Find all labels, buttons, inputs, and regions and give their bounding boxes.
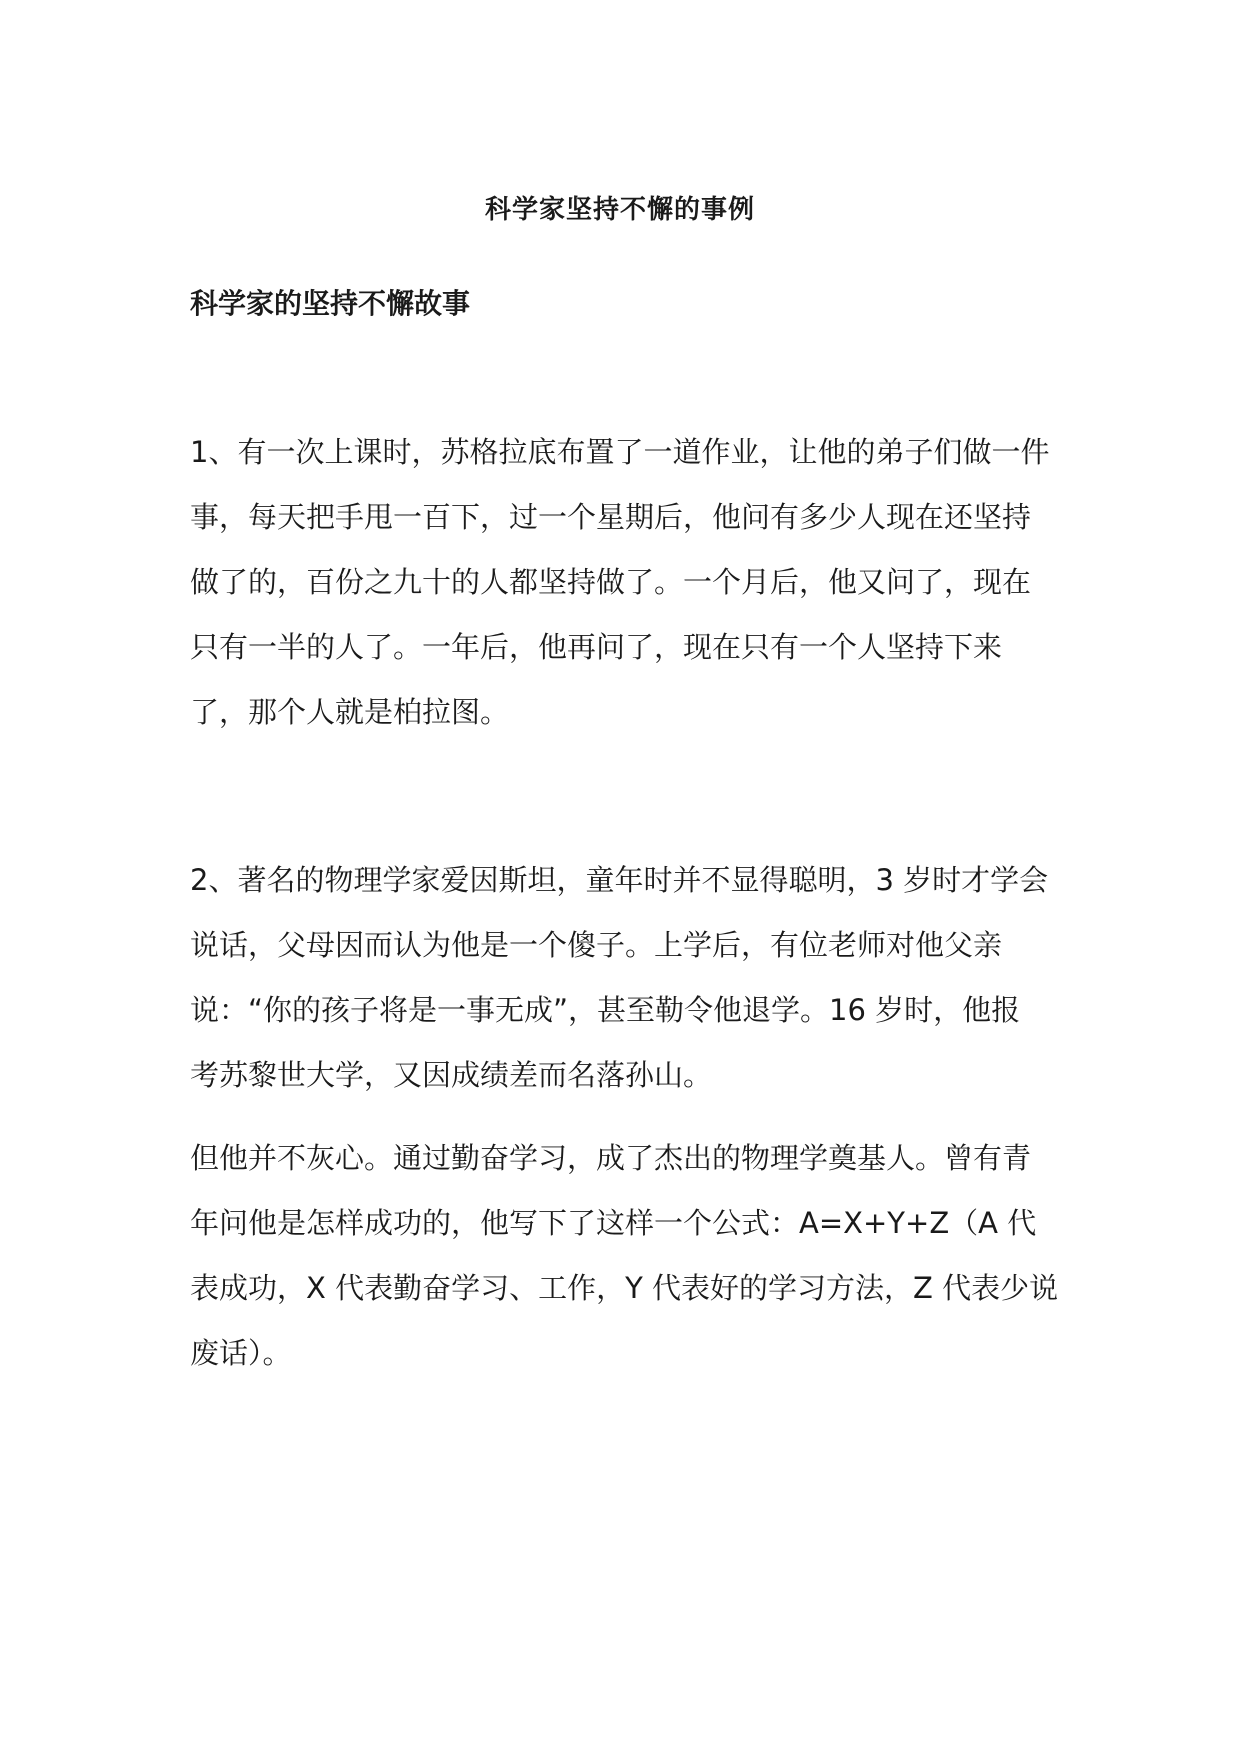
paragraph-socrates: 1、有一次上课时，苏格拉底布置了一道作业，让他的弟子们做一件 事，每天把手甩一百下，过一个星期后，他问有多少人现在还坚持 做了的，百份之九十的人都坚持做了。一个月后，他又问了，现在 只有一半的人了。一年后，他再问了，现在只有一个人坚持下来 了，那个人就是柏拉图。: [190, 435, 1050, 729]
paragraph-einstein-childhood: 2、著名的物理学家爱因斯坦，童年时并不显得聪明，3 岁时才学会 说话，父母因而认为他是一个傻子。上学后，有位老师对他父亲 说：“你的孩子将是一事无成”，甚至勒令他退学。16 岁时，他报 考苏黎世大学，又因成绩差而名落孙山。: [190, 863, 1049, 1092]
document-title: 科学家坚持不懈的事例: [484, 195, 755, 225]
paragraph-einstein-formula: 但他并不灰心。通过勤奋学习，成了杰出的物理学奠基人。曾有青 年问他是怎样成功的，他写下了这样一个公式：A=X+Y+Z（A 代 表成功，X 代表勤奋学习、工作，Y 代表好的学习方法，Z 代表少说 废话）。: [190, 1141, 1059, 1370]
section-heading: 科学家的坚持不懈故事: [190, 287, 471, 320]
